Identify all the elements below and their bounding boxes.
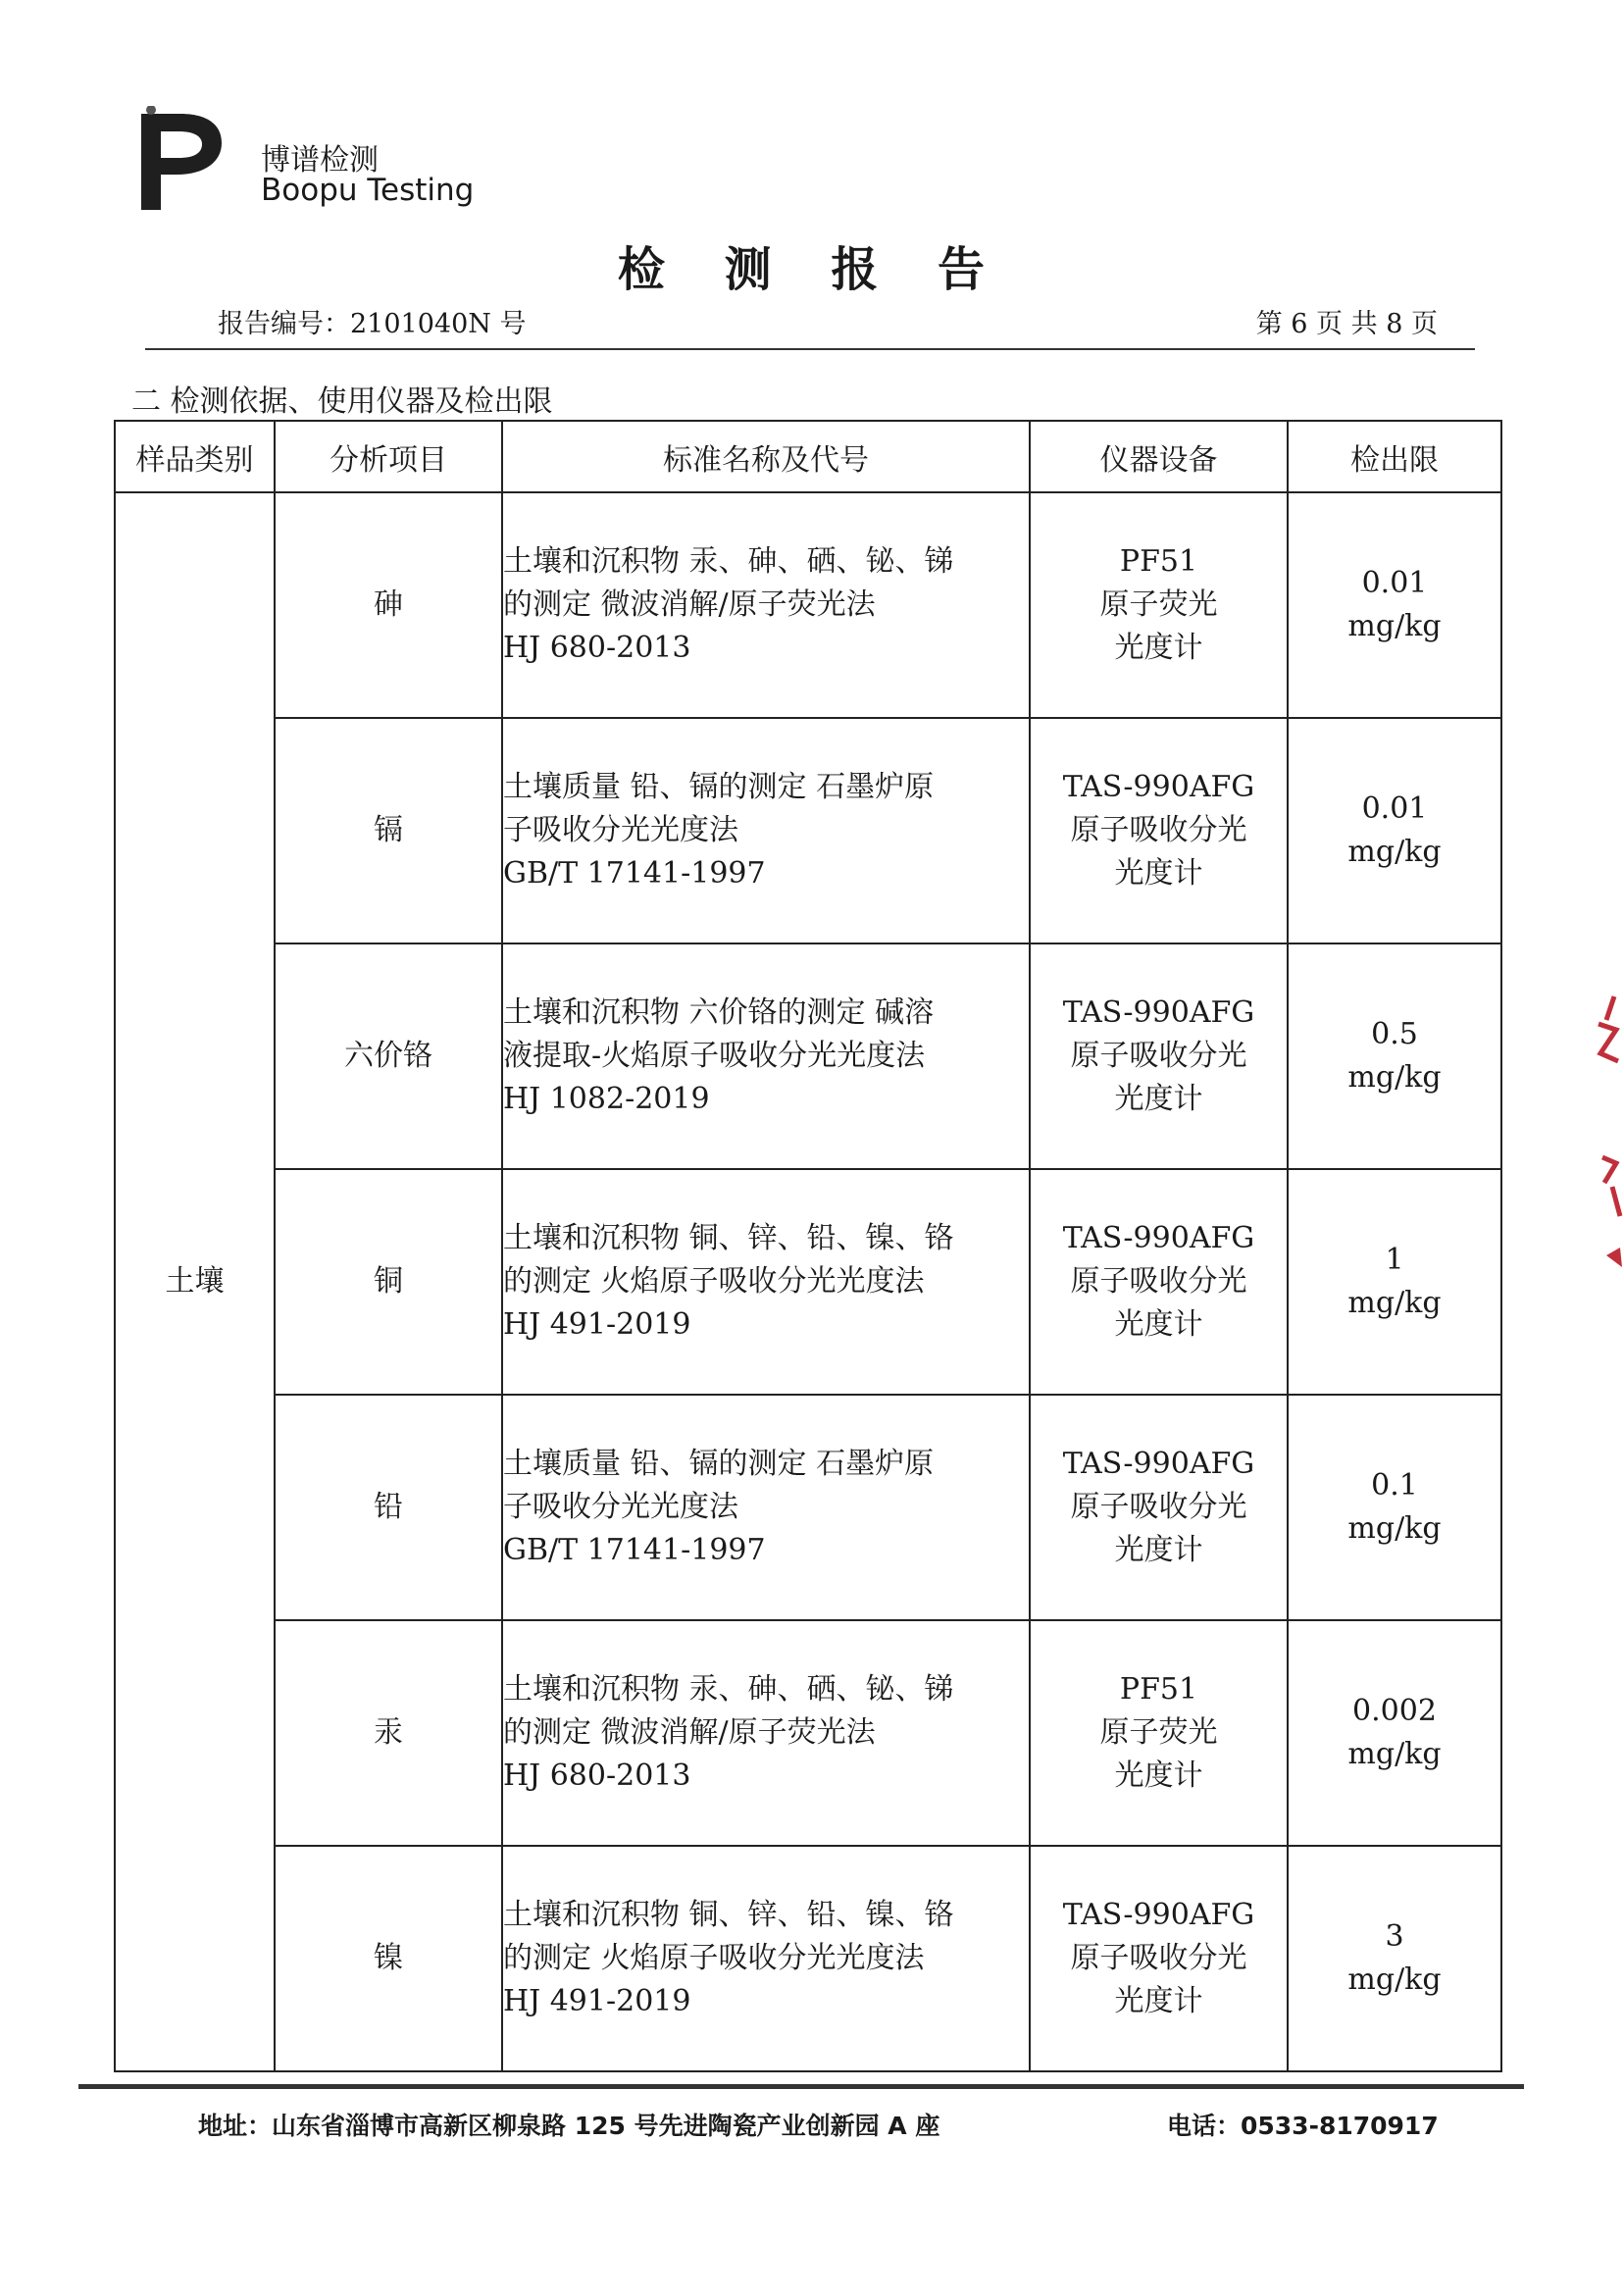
table-row — [115, 1846, 1501, 2071]
brand-name-cn: 博谱检测 — [261, 143, 379, 178]
table-row — [115, 718, 1501, 943]
limit-cell: 0.5 mg/kg — [1288, 943, 1501, 1169]
limit-cell: 0.01 mg/kg — [1288, 718, 1501, 943]
instrument-cell: TAS-990AFG 原子吸收分光 光度计 — [1030, 1395, 1288, 1620]
instrument-cell: TAS-990AFG 原子吸收分光 光度计 — [1030, 1846, 1288, 2071]
footer-divider — [78, 2084, 1524, 2089]
table-row — [115, 943, 1501, 1169]
item-cell: 六价铬 — [275, 943, 502, 1169]
col-header-sample-type: 样品类别 — [115, 421, 275, 492]
brand-name-en: Boopu Testing — [261, 173, 475, 208]
item-cell: 砷 — [275, 492, 502, 718]
table-header-row — [115, 421, 1501, 492]
standard-cell: 土壤质量 铅、镉的测定 石墨炉原 子吸收分光光度法 GB/T 17141-1997 — [502, 718, 1030, 943]
col-header-standard: 标准名称及代号 — [502, 421, 1030, 492]
item-cell: 铜 — [275, 1169, 502, 1395]
page-number: 第 6 页 共 8 页 — [1255, 309, 1438, 339]
standard-cell: 土壤和沉积物 六价铬的测定 碱溶 液提取-火焰原子吸收分光光度法 HJ 1082-2019 — [502, 943, 1030, 1169]
instrument-cell: PF51 原子荧光 光度计 — [1030, 1620, 1288, 1846]
limit-cell: 0.1 mg/kg — [1288, 1395, 1501, 1620]
header-divider — [145, 348, 1475, 350]
table-row — [115, 1620, 1501, 1846]
section-title: 二 检测依据、使用仪器及检出限 — [131, 384, 553, 419]
instrument-cell: TAS-990AFG 原子吸收分光 光度计 — [1030, 943, 1288, 1169]
table-row — [115, 492, 1501, 718]
standard-cell: 土壤和沉积物 铜、锌、铅、镍、铬 的测定 火焰原子吸收分光光度法 HJ 491-2019 — [502, 1169, 1030, 1395]
boopu-logo-icon — [137, 106, 226, 214]
table-row — [115, 1169, 1501, 1395]
standard-cell: 土壤和沉积物 铜、锌、铅、镍、铬 的测定 火焰原子吸收分光光度法 HJ 491-2019 — [502, 1846, 1030, 2071]
instrument-cell: PF51 原子荧光 光度计 — [1030, 492, 1288, 718]
standard-cell: 土壤和沉积物 汞、砷、硒、铋、锑 的测定 微波消解/原子荧光法 HJ 680-2013 — [502, 1620, 1030, 1846]
table-row — [115, 1395, 1501, 1620]
col-header-instrument: 仪器设备 — [1030, 421, 1288, 492]
item-cell: 镉 — [275, 718, 502, 943]
item-cell: 镍 — [275, 1846, 502, 2071]
report-number: 报告编号：2101040N 号 — [218, 309, 527, 339]
footer-phone: 电话：0533-8170917 — [1167, 2112, 1439, 2140]
instrument-cell: TAS-990AFG 原子吸收分光 光度计 — [1030, 1169, 1288, 1395]
limit-cell: 0.01 mg/kg — [1288, 492, 1501, 718]
standard-cell: 土壤和沉积物 汞、砷、硒、铋、锑 的测定 微波消解/原子荧光法 HJ 680-2013 — [502, 492, 1030, 718]
red-seal-fragment-icon — [1587, 991, 1624, 1285]
item-cell: 铅 — [275, 1395, 502, 1620]
footer-address: 地址：山东省淄博市高新区柳泉路 125 号先进陶瓷产业创新园 A 座 — [198, 2112, 940, 2140]
limit-cell: 3 mg/kg — [1288, 1846, 1501, 2071]
sample-type-cell: 土壤 — [115, 492, 275, 2071]
standard-cell: 土壤质量 铅、镉的测定 石墨炉原 子吸收分光光度法 GB/T 17141-1997 — [502, 1395, 1030, 1620]
report-title: 检 测 报 告 — [617, 242, 1007, 297]
detection-table — [114, 420, 1502, 2072]
limit-cell: 0.002 mg/kg — [1288, 1620, 1501, 1846]
instrument-cell: TAS-990AFG 原子吸收分光 光度计 — [1030, 718, 1288, 943]
col-header-item: 分析项目 — [275, 421, 502, 492]
item-cell: 汞 — [275, 1620, 502, 1846]
limit-cell: 1 mg/kg — [1288, 1169, 1501, 1395]
col-header-limit: 检出限 — [1288, 421, 1501, 492]
